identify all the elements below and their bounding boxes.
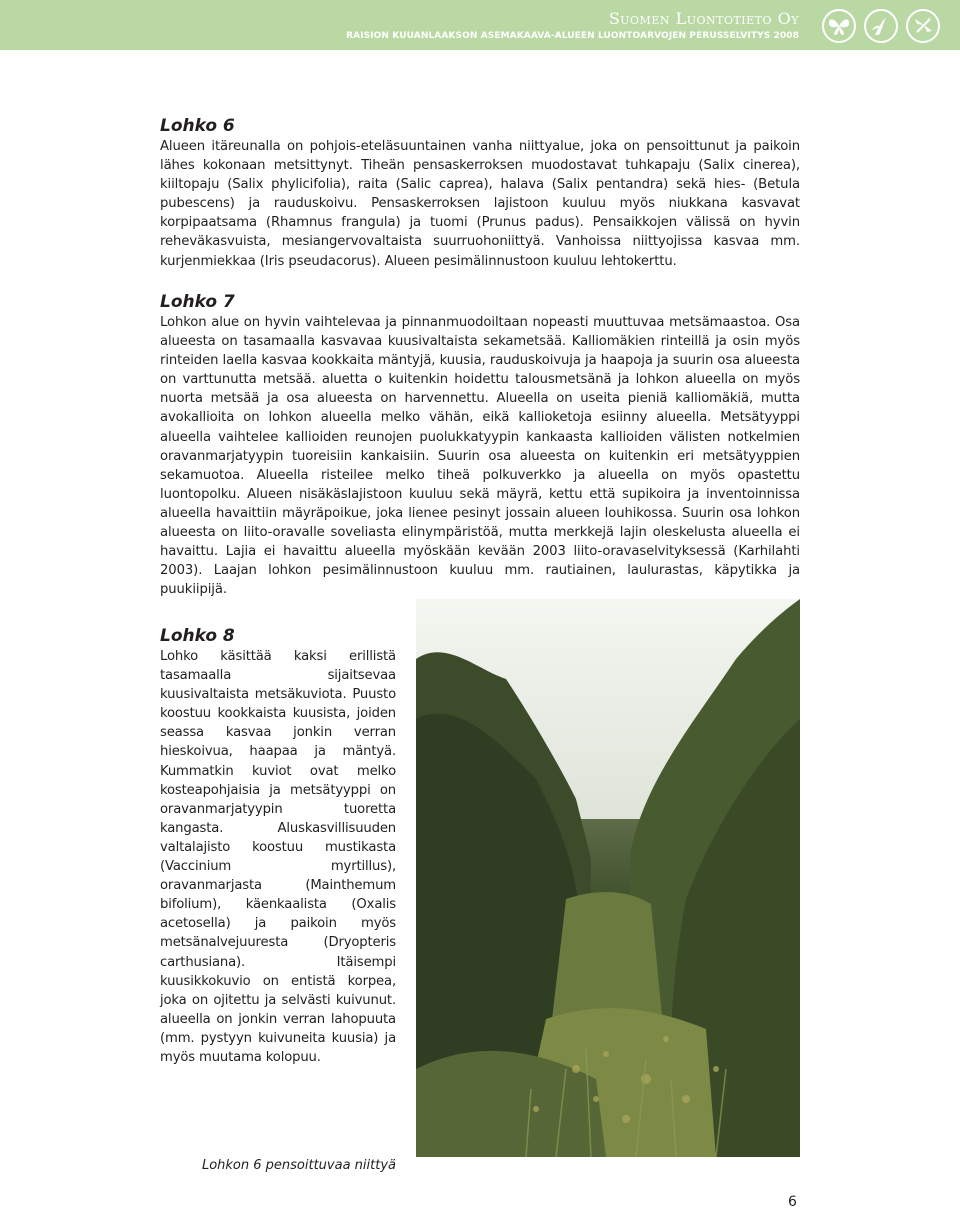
section-lohko-8: [160, 626, 396, 1067]
report-title: RAISION KUUANLAAKSON ASEMAKAAVA-ALUEEN LUONTOARVOJEN PERUSSELVITYS 2008: [346, 31, 799, 41]
photo-caption: Lohkon 6 pensoittuvaa niittyä: [201, 1158, 396, 1173]
section-text: Alueen itäreunalla on pohjois-eteläsuuntainen vanha niittyalue, joka on pensoittunut ja paikoin lähes kokonaan metsittynyt. Tiheän pensaskerroksen muodostavat tuhkapaju (Salix cinerea), kiiltopaju (Salix phylicifolia), raita (Salic caprea), halava (Salix pentandra) sekä hies- (Betula pubescens) ja rauduskoivu. Pensaskerroksen lajistoon kuuluu myös niukkana kasvavat korpipaatsama (Rhamnus frangula) ja tuomi (Prunus padus). Pensaikkojen välissä on hyvin reheväkasvuista, mesiangervovaltaista suurruohoniittyä. Vanhoissa niittyojissa kasvaa mm. kurjenmiekkaa (Iris pseudacorus). Alueen pesimälinnustoon kuuluu lehtokerttu.: [160, 139, 800, 269]
butterfly-icon: [822, 9, 856, 43]
company-name: Suomen Luontotieto Oy: [608, 9, 799, 28]
section-text: Lohkon alue on hyvin vaihtelevaa ja pinnanmuodoiltaan nopeasti muuttuvaa metsämaastoa. Osa alueesta on tasamaalla kasvavaa kuusivaltaista sekametsää. Kalliomäkien rinteillä ja osin myös rinteiden laella kasvaa kookkaita mäntyjä, kuusia, rauduskoivuja ja haapoja ja suurin osa alueesta on varttunutta metsää. aluetta o kuitenkin hoidettu talousmetsänä ja lohkon alueella on myös nuorta metsää ja osa alueesta on harvennettu. Alueella on useita pieniä kalliomäkiä, mutta avokallioita on lohkon alueella melko vähän, eikä kallioketoja esiinny alueella. Metsätyyppi alueella vaihtelee kallioiden reunojen puolukkatyypin kankaasta kallioiden välisten notkelmien oravanmarjatyypin tuoreisiin kankaisiin. Suurin osa alueesta on kuitenkin eri metsätyyppien sekamuotoa. Alueella risteilee melko tiheä polkuverkko ja alueella on myös opastettu luontopolku. Alueen nisäkäslajistoon kuuluu sekä mäyrä, kettu että supikoira ja inventoinnissa alueella havaittiin mäyräpoikue, joka lienee pesinyt jossain alueen louhikossa. Suurin osa lohkon alueesta on liito-oravalle soveliasta elinympäristöä, mutta merkkejä lajin oleskelusta alueella ei havaittu. Lajia ei havaittu alueella myöskään kevään 2003 liito-oravaselvityksessä (Karhilahti 2003). Laajan lohkon pesimälinnustoon kuuluu mm. rautiainen, laulurastas, käpytikka ja puukiipijä.: [160, 315, 800, 598]
dragonfly-icon: [906, 9, 940, 43]
section-text: Lohko käsittää kaksi erillistä tasamaalla sijaitsevaa kuusivaltaista metsäkuviota. Puusto koostuu kookkaista kuusista, joiden seassa kasvaa jonkin verran hieskoivua, haapaa ja mäntyä. Kummatkin kuviot ovat melko kosteapohjaisia ja metsätyyppi on oravanmarjatyypin tuoretta kangasta. Aluskasvillisuuden valtalajisto koostuu mustikasta (Vaccinium myrtillus), oravanmarjasta (Mainthemum bifolium), käenkaalista (Oxalis acetosella) ja paikoin myös metsänalvejuurestа (Dryopteris carthusiana). Itäisempi kuusikkokuvio on entistä korpea, joka on ojitettu ja selvästi kuivunut. alueella on jonkin verran lahopuuta (mm. pystyyn kuivuneita kuusia) ja myös muutama kolopuu.: [160, 649, 396, 1065]
meadow-photo: [416, 599, 800, 1157]
section-heading: Lohko 8: [160, 626, 235, 646]
section-heading: Lohko 6: [160, 116, 235, 136]
section-lohko-7: [160, 292, 800, 599]
header-bar: [0, 0, 960, 50]
logo-icons: [822, 9, 942, 47]
section-heading: Lohko 7: [160, 292, 235, 312]
bird-icon: [864, 9, 898, 43]
page-number: 6: [788, 1194, 797, 1210]
section-lohko-6: [160, 116, 800, 271]
